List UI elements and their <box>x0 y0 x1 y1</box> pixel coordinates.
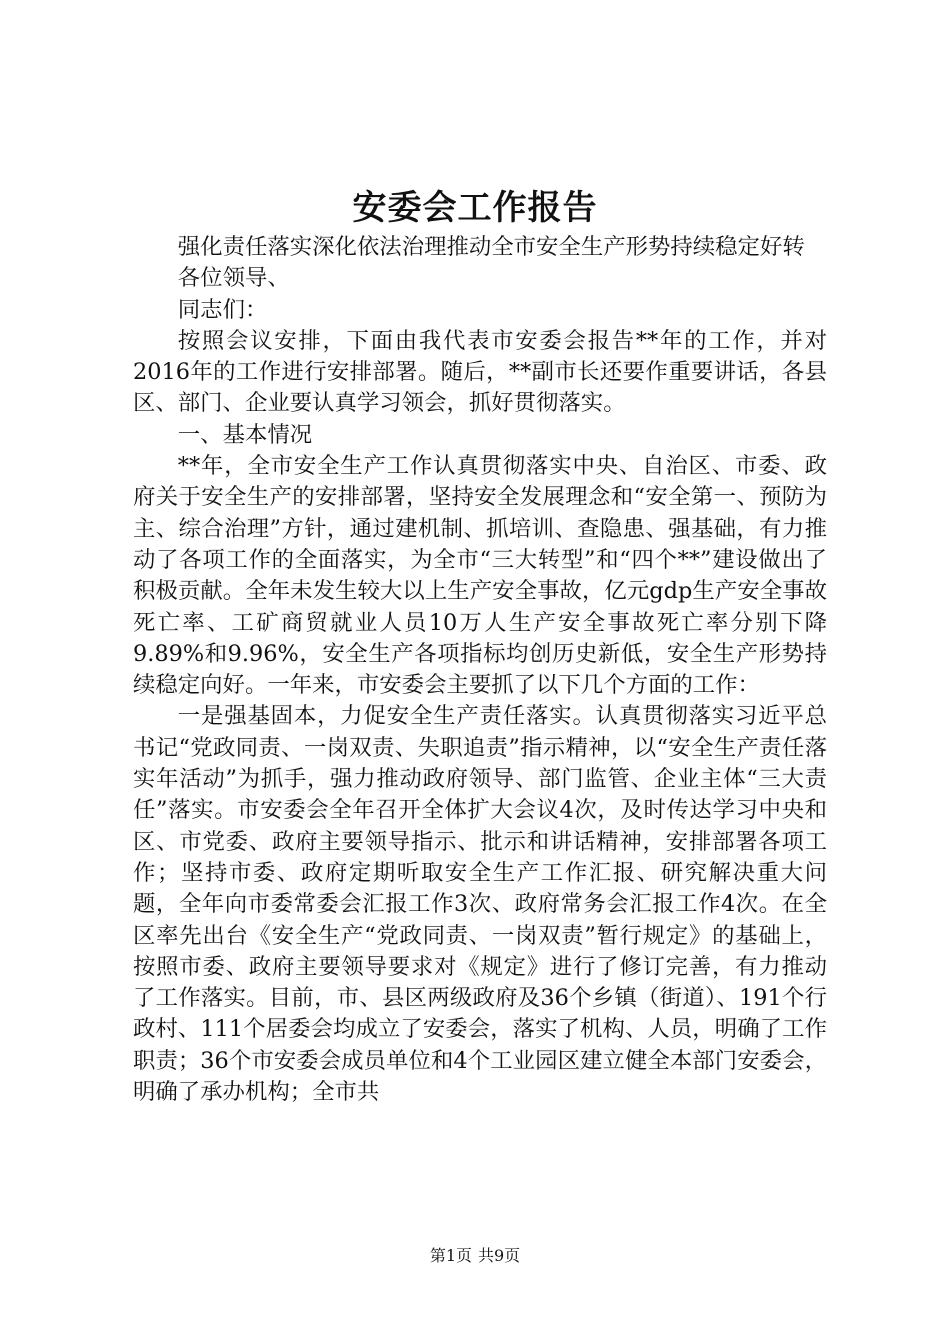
document-title: 安委会工作报告 <box>352 188 598 228</box>
page-number: 第1页 <box>429 1246 472 1265</box>
intro-paragraph: 按照会议安排，下面由我代表市安委会报告**年的工作，并对2016年的工作进行安排部署。随后，**副市长还要作重要讲话，各县区、部门、企业要认真学习领会，抓好贯彻落实。 <box>133 327 827 417</box>
page-count: 共9页 <box>478 1246 521 1265</box>
subtitle-paragraph: 强化责任落实深化依法治理推动全市安全生产形势持续稳定好转 <box>177 234 805 260</box>
document-body <box>133 232 827 1108</box>
salutation-comrades: 同志们： <box>177 296 268 323</box>
salutation-leaders: 各位领导、 <box>177 265 290 292</box>
responsibility-paragraph: 一是强基固本，力促安全生产责任落实。认真贯彻落实习近平总书记“党政同责、一岗双责、失职追责”指示精神，以“安全生产责任落实年活动”为抓手，强力推动政府领导、部门监管、企业主体“三大责任”落实。市安委会全年召开全体扩大会议4次，及时传达学习中央和区、市党委、政府主要领导指示、批示和讲话精神，安排部署各项工作；坚持市委、政府定期听取安全生产工作汇报、研究解决重大问题，全年向市委常委会汇报工作3次、政府常务会汇报工作4次。在全区率先出台《安全生产“党政同责、一岗双责”暂行规定》的基础上，按照市委、政府主要领导要求对《规定》进行了修订完善，有力推动了工作落实。目前，市、县区两级政府及36个乡镇（街道）、191个行政村、111个居委会均成立了安委会，落实了机构、人员，明确了工作职责；36个市安委会成员单位和4个工业园区建立健全本部门安委会，明确了承办机构；全市共 <box>133 703 827 1106</box>
page-footer <box>0 1244 950 1268</box>
section-heading: 一、基本情况 <box>177 421 313 448</box>
overview-paragraph: **年，全市安全生产工作认真贯彻落实中央、自治区、市委、政府关于安全生产的安排部署，坚持安全发展理念和“安全第一、预防为主、综合治理”方针，通过建机制、抓培训、查隐患、强基础，有力推动了各项工作的全面落实，为全市“三大转型”和“四个**”建设做出了积极贡献。全年未发生较大以上生产安全事故，亿元gdp生产安全事故死亡率、工矿商贸就业人员10万人生产安全事故死亡率分别下降9.89%和9.96%，安全生产各项指标均创历史新低，安全生产形势持续稳定向好。一年来，市安委会主要抓了以下几个方面的工作： <box>133 453 827 699</box>
